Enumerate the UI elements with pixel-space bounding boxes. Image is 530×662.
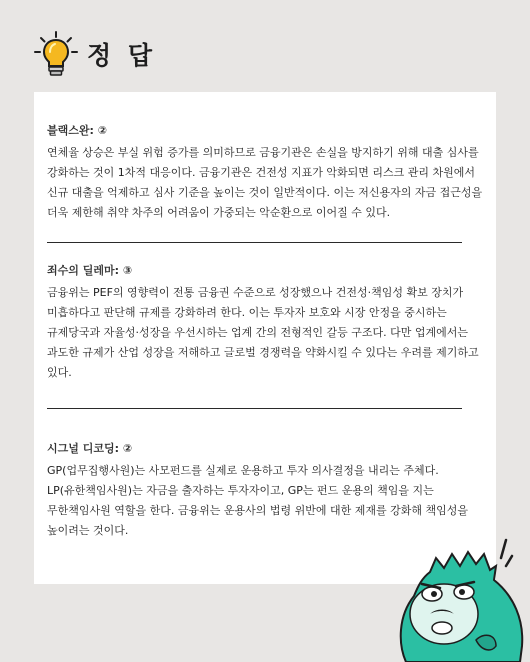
section-divider [47, 408, 462, 409]
answer-section-prisoners-dilemma [47, 262, 487, 383]
lightbulb-icon [34, 30, 78, 78]
answer-header [34, 30, 234, 78]
dinosaur-mascot-icon [392, 536, 530, 662]
section-divider [47, 242, 462, 243]
answer-section-signal-decoding [47, 440, 487, 541]
section-title: 블랙스완: ② [47, 124, 108, 137]
answer-card [34, 92, 496, 584]
page-title: 정 답 [87, 41, 157, 70]
section-title: 죄수의 딜레마: ③ [47, 264, 133, 277]
section-title: 시그널 디코딩: ② [47, 442, 133, 455]
answer-section-black-swan [47, 122, 487, 223]
section-body: GP(업무집행사원)는 사모펀드를 실제로 운용하고 투자 의사결정을 내리는 주체다. LP(유한책임사원)는 자금을 출자하는 투자자이고, GP는 펀드 운용의 책임을 지는 무한책임사원 역할을 한다. 금융위는 운용사의 법령 위반에 대한 제재를 강화해 책임성을 높이려는 것이다. [47, 464, 468, 537]
section-body: 연체율 상승은 부실 위험 증가를 의미하므로 금융기관은 손실을 방지하기 위해 대출 심사를 강화하는 것이 1차적 대응이다. 금융기관은 건전성 지표가 악화되면 리스크 관리 차원에서 신규 대출을 억제하고 심사 기준을 높이는 것이 일반적이다. 이는 저신용자의 자금 접근성을 더욱 제한해 취약 차주의 어려움이 가중되는 악순환으로 이어질 수 있다. [47, 146, 483, 219]
section-body: 금융위는 PEF의 영향력이 전통 금융권 수준으로 성장했으나 건전성·책임성 확보 장치가 미흡하다고 판단해 규제를 강화하려 한다. 이는 투자자 보호와 시장 안정을 중시하는 규제당국과 자율성·성장을 우선시하는 업계 간의 전형적인 갈등 구조다. 다만 업계에서는 과도한 규제가 산업 성장을 저해하고 글로벌 경쟁력을 약화시킬 수 있다는 우려를 제기하고 있다. [47, 286, 479, 379]
